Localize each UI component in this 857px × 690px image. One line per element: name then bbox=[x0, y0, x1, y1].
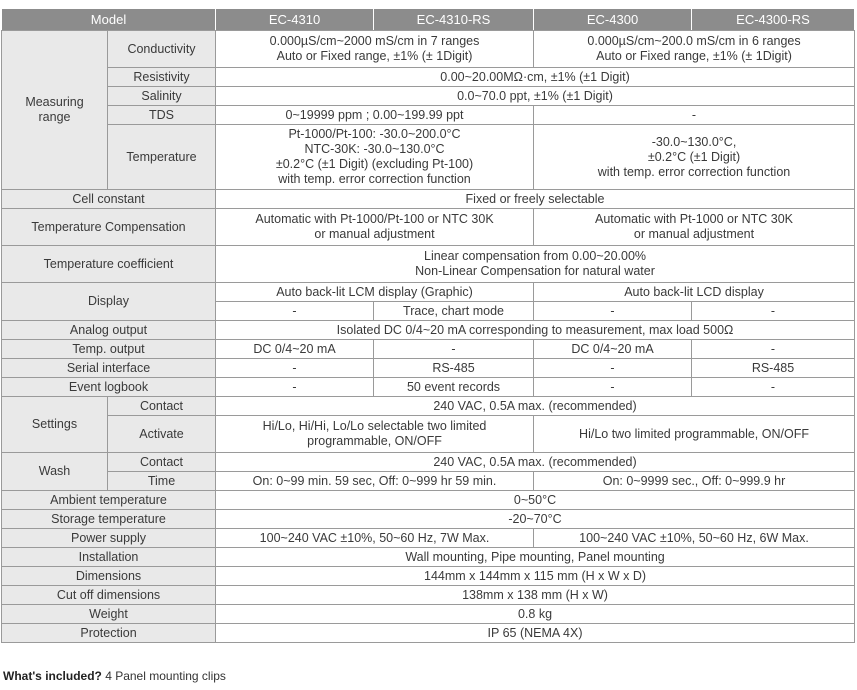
settings-contact-value: 240 VAC, 0.5A max. (recommended) bbox=[216, 397, 855, 416]
settings-activate-4310: Hi/Lo, Hi/Hi, Lo/Lo selectable two limited programmable, ON/OFF bbox=[216, 416, 534, 453]
temperature-label: Temperature bbox=[108, 125, 216, 190]
row-tds bbox=[2, 106, 855, 125]
serial-ec-4310-rs: RS-485 bbox=[374, 359, 534, 378]
row-weight bbox=[2, 605, 855, 624]
row-wash-contact bbox=[2, 453, 855, 472]
cell-constant-value: Fixed or freely selectable bbox=[216, 190, 855, 209]
analog-output-label: Analog output bbox=[2, 321, 216, 340]
temp-output-ec-4310: DC 0/4~20 mA bbox=[216, 340, 374, 359]
header-ec-4300-rs: EC-4300-RS bbox=[692, 9, 855, 31]
temp-output-ec-4300-rs: - bbox=[692, 340, 855, 359]
ambient-temperature-value: 0~50°C bbox=[216, 491, 855, 510]
storage-temperature-value: -20~70°C bbox=[216, 510, 855, 529]
row-cut-off-dimensions bbox=[2, 586, 855, 605]
display-mode-ec-4300-rs: - bbox=[692, 302, 855, 321]
analog-output-value: Isolated DC 0/4~20 mA corresponding to measurement, max load 500Ω bbox=[216, 321, 855, 340]
row-settings-activate bbox=[2, 416, 855, 453]
row-protection bbox=[2, 624, 855, 643]
event-ec-4300: - bbox=[534, 378, 692, 397]
display-value-4310: Auto back-lit LCM display (Graphic) bbox=[216, 283, 534, 302]
row-dimensions bbox=[2, 567, 855, 586]
display-label: Display bbox=[2, 283, 216, 321]
storage-temperature-label: Storage temperature bbox=[2, 510, 216, 529]
serial-ec-4310: - bbox=[216, 359, 374, 378]
conductivity-label: Conductivity bbox=[108, 31, 216, 68]
row-temp-output bbox=[2, 340, 855, 359]
row-ambient-temperature bbox=[2, 491, 855, 510]
power-supply-label: Power supply bbox=[2, 529, 216, 548]
ambient-temperature-label: Ambient temperature bbox=[2, 491, 216, 510]
display-mode-ec-4310: - bbox=[216, 302, 374, 321]
header-ec-4300: EC-4300 bbox=[534, 9, 692, 31]
whats-included-heading: What's included? bbox=[3, 669, 102, 683]
measuring-range-label: Measuring range bbox=[2, 31, 108, 190]
row-temperature-compensation bbox=[2, 209, 855, 246]
row-serial-interface bbox=[2, 359, 855, 378]
temperature-value-4310: Pt-1000/Pt-100: -30.0~200.0°C NTC-30K: -30.0~130.0°C ±0.2°C (±1 Digit) (excluding Pt-100) with temp. error correction function bbox=[216, 125, 534, 190]
settings-activate-label: Activate bbox=[108, 416, 216, 453]
header-ec-4310: EC-4310 bbox=[216, 9, 374, 31]
weight-value: 0.8 kg bbox=[216, 605, 855, 624]
serial-interface-label: Serial interface bbox=[2, 359, 216, 378]
conductivity-value-4300: 0.000µS/cm~200.0 mS/cm in 6 ranges Auto or Fixed range, ±1% (± 1Digit) bbox=[534, 31, 855, 68]
row-temperature bbox=[2, 125, 855, 190]
display-mode-ec-4310-rs: Trace, chart mode bbox=[374, 302, 534, 321]
resistivity-value: 0.00~20.00MΩ·cm, ±1% (±1 Digit) bbox=[216, 68, 855, 87]
event-ec-4310-rs: 50 event records bbox=[374, 378, 534, 397]
wash-label: Wash bbox=[2, 453, 108, 491]
row-analog-output bbox=[2, 321, 855, 340]
row-display bbox=[2, 283, 855, 302]
salinity-value: 0.0~70.0 ppt, ±1% (±1 Digit) bbox=[216, 87, 855, 106]
power-supply-4300: 100~240 VAC ±10%, 50~60 Hz, 6W Max. bbox=[534, 529, 855, 548]
whats-included-note bbox=[3, 669, 226, 683]
row-salinity bbox=[2, 87, 855, 106]
row-conductivity bbox=[2, 31, 855, 68]
header-ec-4310-rs: EC-4310-RS bbox=[374, 9, 534, 31]
temperature-value-4300: -30.0~130.0°C, ±0.2°C (±1 Digit) with temp. error correction function bbox=[534, 125, 855, 190]
row-resistivity bbox=[2, 68, 855, 87]
header-row bbox=[2, 9, 855, 31]
row-cell-constant bbox=[2, 190, 855, 209]
dimensions-value: 144mm x 144mm x 115 mm (H x W x D) bbox=[216, 567, 855, 586]
row-power-supply bbox=[2, 529, 855, 548]
cell-constant-label: Cell constant bbox=[2, 190, 216, 209]
whats-included-text: 4 Panel mounting clips bbox=[101, 669, 226, 683]
event-logbook-label: Event logbook bbox=[2, 378, 216, 397]
temperature-coefficient-value: Linear compensation from 0.00~20.00% Non-Linear Compensation for natural water bbox=[216, 246, 855, 283]
cut-off-dimensions-value: 138mm x 138 mm (H x W) bbox=[216, 586, 855, 605]
protection-label: Protection bbox=[2, 624, 216, 643]
serial-ec-4300: - bbox=[534, 359, 692, 378]
weight-label: Weight bbox=[2, 605, 216, 624]
temp-output-ec-4310-rs: - bbox=[374, 340, 534, 359]
wash-time-label: Time bbox=[108, 472, 216, 491]
cut-off-dimensions-label: Cut off dimensions bbox=[2, 586, 216, 605]
power-supply-4310: 100~240 VAC ±10%, 50~60 Hz, 7W Max. bbox=[216, 529, 534, 548]
serial-ec-4300-rs: RS-485 bbox=[692, 359, 855, 378]
conductivity-value-4310: 0.000µS/cm~2000 mS/cm in 7 ranges Auto or Fixed range, ±1% (± 1Digit) bbox=[216, 31, 534, 68]
row-installation bbox=[2, 548, 855, 567]
event-ec-4300-rs: - bbox=[692, 378, 855, 397]
row-wash-time bbox=[2, 472, 855, 491]
dimensions-label: Dimensions bbox=[2, 567, 216, 586]
salinity-label: Salinity bbox=[108, 87, 216, 106]
temperature-compensation-label: Temperature Compensation bbox=[2, 209, 216, 246]
display-value-4300: Auto back-lit LCD display bbox=[534, 283, 855, 302]
temperature-compensation-4310: Automatic with Pt-1000/Pt-100 or NTC 30K or manual adjustment bbox=[216, 209, 534, 246]
temp-output-label: Temp. output bbox=[2, 340, 216, 359]
row-event-logbook bbox=[2, 378, 855, 397]
wash-contact-value: 240 VAC, 0.5A max. (recommended) bbox=[216, 453, 855, 472]
display-mode-ec-4300: - bbox=[534, 302, 692, 321]
settings-label: Settings bbox=[2, 397, 108, 453]
resistivity-label: Resistivity bbox=[108, 68, 216, 87]
wash-contact-label: Contact bbox=[108, 453, 216, 472]
row-temperature-coefficient bbox=[2, 246, 855, 283]
settings-contact-label: Contact bbox=[108, 397, 216, 416]
temperature-coefficient-label: Temperature coefficient bbox=[2, 246, 216, 283]
temperature-compensation-4300: Automatic with Pt-1000 or NTC 30K or manual adjustment bbox=[534, 209, 855, 246]
row-settings-contact bbox=[2, 397, 855, 416]
temp-output-ec-4300: DC 0/4~20 mA bbox=[534, 340, 692, 359]
installation-label: Installation bbox=[2, 548, 216, 567]
installation-value: Wall mounting, Pipe mounting, Panel mounting bbox=[216, 548, 855, 567]
specification-table bbox=[1, 8, 855, 643]
settings-activate-4300: Hi/Lo two limited programmable, ON/OFF bbox=[534, 416, 855, 453]
wash-time-4300: On: 0~9999 sec., Off: 0~999.9 hr bbox=[534, 472, 855, 491]
tds-value-4310: 0~19999 ppm ; 0.00~199.99 ppt bbox=[216, 106, 534, 125]
wash-time-4310: On: 0~99 min. 59 sec, Off: 0~999 hr 59 min. bbox=[216, 472, 534, 491]
row-storage-temperature bbox=[2, 510, 855, 529]
tds-label: TDS bbox=[108, 106, 216, 125]
header-model: Model bbox=[2, 9, 216, 31]
tds-value-4300: - bbox=[534, 106, 855, 125]
event-ec-4310: - bbox=[216, 378, 374, 397]
protection-value: IP 65 (NEMA 4X) bbox=[216, 624, 855, 643]
